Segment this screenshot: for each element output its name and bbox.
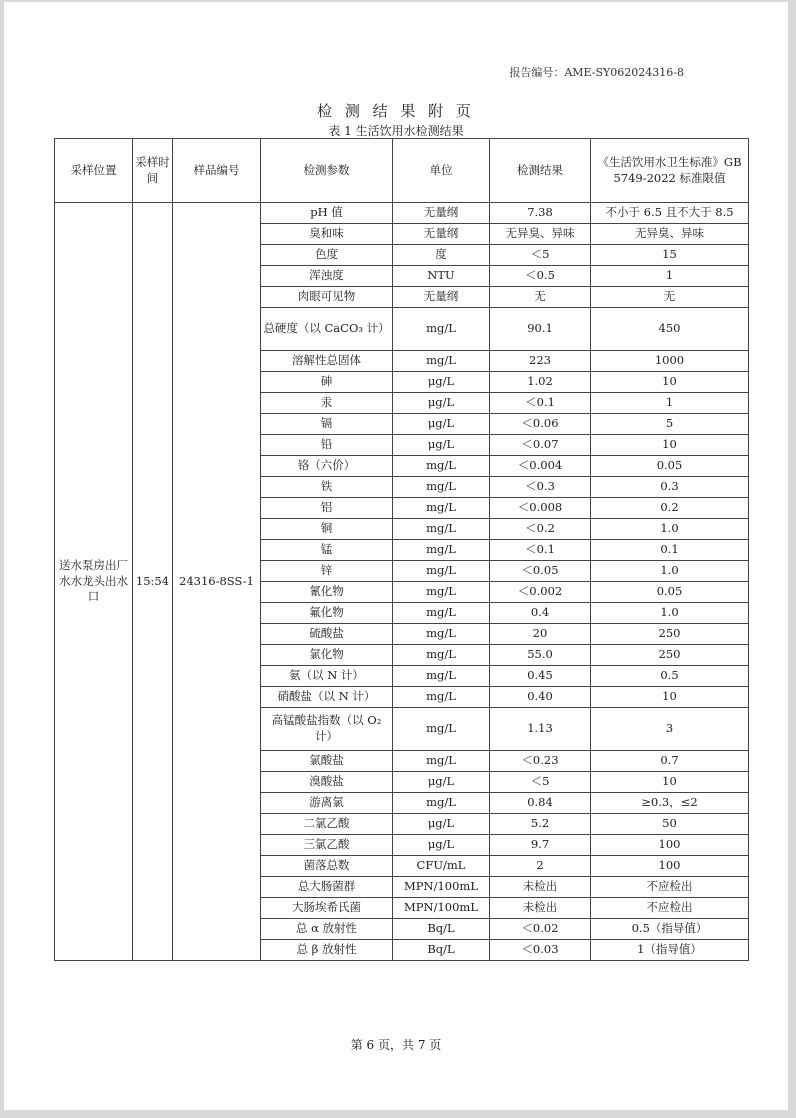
result-cell: 未检出 <box>490 898 591 919</box>
result-cell: ＜0.5 <box>490 266 591 287</box>
param-cell: 氯酸盐 <box>261 751 393 772</box>
result-cell: 1.02 <box>490 372 591 393</box>
result-cell: 55.0 <box>490 645 591 666</box>
unit-cell: mg/L <box>393 540 490 561</box>
limit-cell: 0.7 <box>591 751 749 772</box>
limit-cell: 1000 <box>591 351 749 372</box>
unit-cell: mg/L <box>393 351 490 372</box>
param-cell: 菌落总数 <box>261 856 393 877</box>
unit-cell: Bq/L <box>393 919 490 940</box>
page-title: 检 测 结 果 附 页 <box>317 102 475 120</box>
unit-cell: mg/L <box>393 624 490 645</box>
param-cell: 铝 <box>261 498 393 519</box>
result-cell: 2 <box>490 856 591 877</box>
result-cell: ＜5 <box>490 772 591 793</box>
limit-cell: 1.0 <box>591 603 749 624</box>
param-cell: 铜 <box>261 519 393 540</box>
result-cell: 0.45 <box>490 666 591 687</box>
limit-cell: 50 <box>591 814 749 835</box>
param-cell: 肉眼可见物 <box>261 287 393 308</box>
param-cell: 总 α 放射性 <box>261 919 393 940</box>
unit-cell: μg/L <box>393 835 490 856</box>
unit-cell: mg/L <box>393 603 490 624</box>
param-cell: 总硬度（以 CaCO₃ 计） <box>261 308 393 351</box>
result-cell: 无异臭、异味 <box>490 224 591 245</box>
result-cell: ＜0.1 <box>490 540 591 561</box>
param-cell: 铁 <box>261 477 393 498</box>
limit-cell: 不小于 6.5 且不大于 8.5 <box>591 203 749 224</box>
result-cell: ＜0.002 <box>490 582 591 603</box>
unit-cell: mg/L <box>393 519 490 540</box>
param-cell: 溴酸盐 <box>261 772 393 793</box>
result-cell: ＜0.07 <box>490 435 591 456</box>
limit-cell: 100 <box>591 856 749 877</box>
result-cell: 0.84 <box>490 793 591 814</box>
limit-cell: 15 <box>591 245 749 266</box>
unit-cell: mg/L <box>393 666 490 687</box>
limit-cell: 450 <box>591 308 749 351</box>
col-header-time: 采样时间 <box>133 139 173 203</box>
col-header-limit: 《生活饮用水卫生标准》GB 5749-2022 标准限值 <box>591 139 749 203</box>
param-cell: 游离氯 <box>261 793 393 814</box>
limit-cell: 无异臭、异味 <box>591 224 749 245</box>
unit-cell: 无量纲 <box>393 203 490 224</box>
results-table <box>54 138 749 961</box>
sample-location-cell: 送水泵房出厂水水龙头出水口 <box>55 203 133 961</box>
unit-cell: MPN/100mL <box>393 898 490 919</box>
param-cell: 汞 <box>261 393 393 414</box>
param-cell: 镉 <box>261 414 393 435</box>
limit-cell: 不应检出 <box>591 877 749 898</box>
unit-cell: CFU/mL <box>393 856 490 877</box>
param-cell: 砷 <box>261 372 393 393</box>
param-cell: 色度 <box>261 245 393 266</box>
unit-cell: mg/L <box>393 793 490 814</box>
result-cell: 20 <box>490 624 591 645</box>
unit-cell: μg/L <box>393 414 490 435</box>
unit-cell: mg/L <box>393 582 490 603</box>
param-cell: 浑浊度 <box>261 266 393 287</box>
unit-cell: μg/L <box>393 435 490 456</box>
unit-cell: mg/L <box>393 456 490 477</box>
unit-cell: μg/L <box>393 372 490 393</box>
param-cell: 三氯乙酸 <box>261 835 393 856</box>
limit-cell: 250 <box>591 624 749 645</box>
limit-cell: 5 <box>591 414 749 435</box>
result-cell: 0.4 <box>490 603 591 624</box>
result-cell: ＜0.23 <box>490 751 591 772</box>
param-cell: 氟化物 <box>261 603 393 624</box>
result-cell: ＜0.008 <box>490 498 591 519</box>
unit-cell: μg/L <box>393 814 490 835</box>
col-header-unit: 单位 <box>393 139 490 203</box>
result-cell: 223 <box>490 351 591 372</box>
limit-cell: 1（指导值） <box>591 940 749 961</box>
param-cell: 溶解性总固体 <box>261 351 393 372</box>
limit-cell: 1.0 <box>591 519 749 540</box>
limit-cell: 10 <box>591 435 749 456</box>
limit-cell: 0.2 <box>591 498 749 519</box>
param-cell: 臭和味 <box>261 224 393 245</box>
limit-cell: 0.05 <box>591 582 749 603</box>
limit-cell: 无 <box>591 287 749 308</box>
limit-cell: 0.3 <box>591 477 749 498</box>
unit-cell: MPN/100mL <box>393 877 490 898</box>
param-cell: 氰化物 <box>261 582 393 603</box>
param-cell: 锰 <box>261 540 393 561</box>
result-cell: ＜5 <box>490 245 591 266</box>
unit-cell: mg/L <box>393 498 490 519</box>
result-cell: ＜0.004 <box>490 456 591 477</box>
result-cell: 0.40 <box>490 687 591 708</box>
param-cell: 高锰酸盐指数（以 O₂ 计） <box>261 708 393 751</box>
param-cell: 总大肠菌群 <box>261 877 393 898</box>
param-cell: 硫酸盐 <box>261 624 393 645</box>
unit-cell: μg/L <box>393 772 490 793</box>
result-cell: ＜0.02 <box>490 919 591 940</box>
limit-cell: 1 <box>591 266 749 287</box>
param-cell: 铬（六价） <box>261 456 393 477</box>
limit-cell: 10 <box>591 372 749 393</box>
table-caption: 表 1 生活饮用水检测结果 <box>328 124 464 138</box>
result-cell: ＜0.06 <box>490 414 591 435</box>
limit-cell: 3 <box>591 708 749 751</box>
limit-cell: 不应检出 <box>591 898 749 919</box>
unit-cell: 度 <box>393 245 490 266</box>
col-header-parameter: 检测参数 <box>261 139 393 203</box>
result-cell: 90.1 <box>490 308 591 351</box>
unit-cell: mg/L <box>393 708 490 751</box>
unit-cell: 无量纲 <box>393 224 490 245</box>
col-header-location: 采样位置 <box>55 139 133 203</box>
limit-cell: 250 <box>591 645 749 666</box>
sample-id-cell: 24316-8SS-1 <box>173 203 261 961</box>
param-cell: 硝酸盐（以 N 计） <box>261 687 393 708</box>
param-cell: 二氯乙酸 <box>261 814 393 835</box>
unit-cell: NTU <box>393 266 490 287</box>
table-header-row <box>55 139 749 203</box>
unit-cell: mg/L <box>393 308 490 351</box>
table-body <box>55 203 749 961</box>
col-header-sample-id: 样品编号 <box>173 139 261 203</box>
report-page <box>4 2 788 1110</box>
col-header-result: 检测结果 <box>490 139 591 203</box>
unit-cell: mg/L <box>393 645 490 666</box>
result-cell: 7.38 <box>490 203 591 224</box>
param-cell: 氨（以 N 计） <box>261 666 393 687</box>
unit-cell: mg/L <box>393 687 490 708</box>
result-cell: ＜0.3 <box>490 477 591 498</box>
limit-cell: 1 <box>591 393 749 414</box>
page-number: 第 6 页，共 7 页 <box>350 1038 442 1052</box>
result-cell: 无 <box>490 287 591 308</box>
limit-cell: 1.0 <box>591 561 749 582</box>
report-number: 报告编号：AME-SY062024316-8 <box>509 66 684 79</box>
result-cell: ＜0.05 <box>490 561 591 582</box>
result-cell: ＜0.2 <box>490 519 591 540</box>
limit-cell: 10 <box>591 772 749 793</box>
param-cell: 锌 <box>261 561 393 582</box>
limit-cell: 10 <box>591 687 749 708</box>
limit-cell: 0.5 <box>591 666 749 687</box>
unit-cell: Bq/L <box>393 940 490 961</box>
result-cell: 9.7 <box>490 835 591 856</box>
param-cell: 总 β 放射性 <box>261 940 393 961</box>
unit-cell: mg/L <box>393 561 490 582</box>
limit-cell: 0.1 <box>591 540 749 561</box>
result-cell: 1.13 <box>490 708 591 751</box>
param-cell: 大肠埃希氏菌 <box>261 898 393 919</box>
limit-cell: 0.5（指导值） <box>591 919 749 940</box>
param-cell: 氯化物 <box>261 645 393 666</box>
result-cell: ＜0.1 <box>490 393 591 414</box>
unit-cell: mg/L <box>393 477 490 498</box>
result-cell: 未检出 <box>490 877 591 898</box>
unit-cell: μg/L <box>393 393 490 414</box>
limit-cell: 100 <box>591 835 749 856</box>
result-cell: ＜0.03 <box>490 940 591 961</box>
unit-cell: 无量纲 <box>393 287 490 308</box>
param-cell: 铅 <box>261 435 393 456</box>
table-row <box>55 203 749 224</box>
param-cell: pH 值 <box>261 203 393 224</box>
limit-cell: 0.05 <box>591 456 749 477</box>
result-cell: 5.2 <box>490 814 591 835</box>
unit-cell: mg/L <box>393 751 490 772</box>
sample-time-cell: 15:54 <box>133 203 173 961</box>
limit-cell: ≥0.3，≤2 <box>591 793 749 814</box>
